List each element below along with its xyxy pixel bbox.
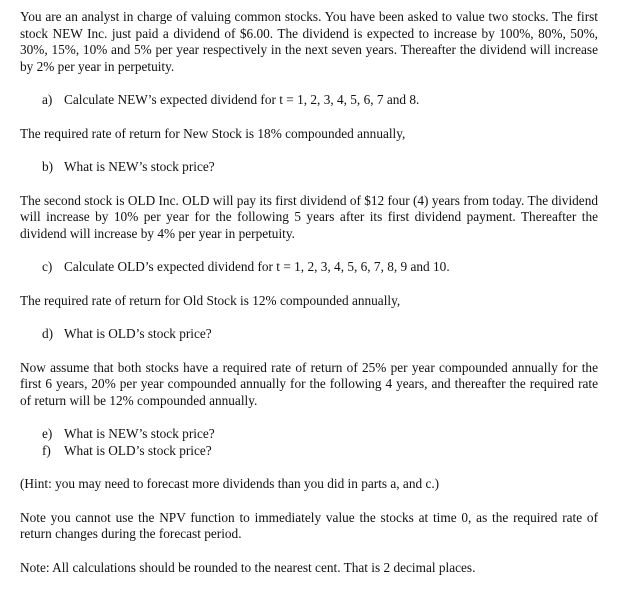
question-c-label: c)	[42, 259, 53, 274]
question-b-label: b)	[42, 159, 54, 174]
rounding-note-paragraph: Note: All calculations should be rounded to the nearest cent. That is 2 decimal places.	[20, 559, 476, 575]
old-intro-paragraph: The second stock is OLD Inc. OLD will pay its first dividend of $12 four (4) years from today. The dividend will increase by 10% per year for the following 5 years after its first dividend payment. Thereafter the dividend will increase by 4% per year in perpetuity.	[20, 192, 598, 241]
npv-note-paragraph: Note you cannot use the NPV function to immediately value the stocks at time 0, as the required rate of return changes during the forecast period.	[20, 509, 598, 541]
question-d-label: d)	[42, 326, 54, 341]
question-f-text: What is OLD’s stock price?	[64, 442, 212, 458]
question-a-text: Calculate NEW’s expected dividend for t = 1, 2, 3, 4, 5, 6, 7 and 8.	[64, 92, 420, 107]
assignment-document	[20, 9, 598, 593]
question-e	[42, 426, 598, 443]
question-d-text: What is OLD’s stock price?	[64, 326, 212, 341]
assume-paragraph: Now assume that both stocks have a required rate of return of 25% per year compounded annually for the first 6 years, 20% per year compounded annually for the following 4 years, and thereafter the required rate of return will be 12% compounded annually.	[20, 359, 598, 408]
required-return-new: The required rate of return for New Stock is 18% compounded annually,	[20, 125, 406, 141]
question-f-label: f)	[42, 442, 51, 458]
intro-paragraph: You are an analyst in charge of valuing common stocks. You have been asked to value two stocks. The first stock NEW Inc. just paid a dividend of $6.00. The dividend is expected to increase by 100%, 80%, 50%, 30%, 15%, 10% and 5% per year respectively in the next seven years. Thereafter the dividend will increase by 2% per year in perpetuity.	[20, 9, 598, 74]
question-c	[42, 259, 598, 276]
question-e-label: e)	[42, 426, 53, 441]
hint-paragraph: (Hint: you may need to forecast more dividends than you did in parts a, and c.)	[20, 476, 440, 491]
question-a	[42, 92, 598, 109]
question-f	[42, 443, 598, 460]
question-a-label: a)	[42, 92, 53, 107]
question-b-text: What is NEW’s stock price?	[64, 159, 215, 174]
question-c-text: Calculate OLD’s expected dividend for t = 1, 2, 3, 4, 5, 6, 7, 8, 9 and 10.	[64, 259, 450, 274]
required-return-old: The required rate of return for Old Stock is 12% compounded annually,	[20, 292, 401, 308]
question-e-text: What is NEW’s stock price?	[64, 426, 215, 441]
question-b	[42, 159, 598, 176]
question-d	[42, 326, 598, 343]
